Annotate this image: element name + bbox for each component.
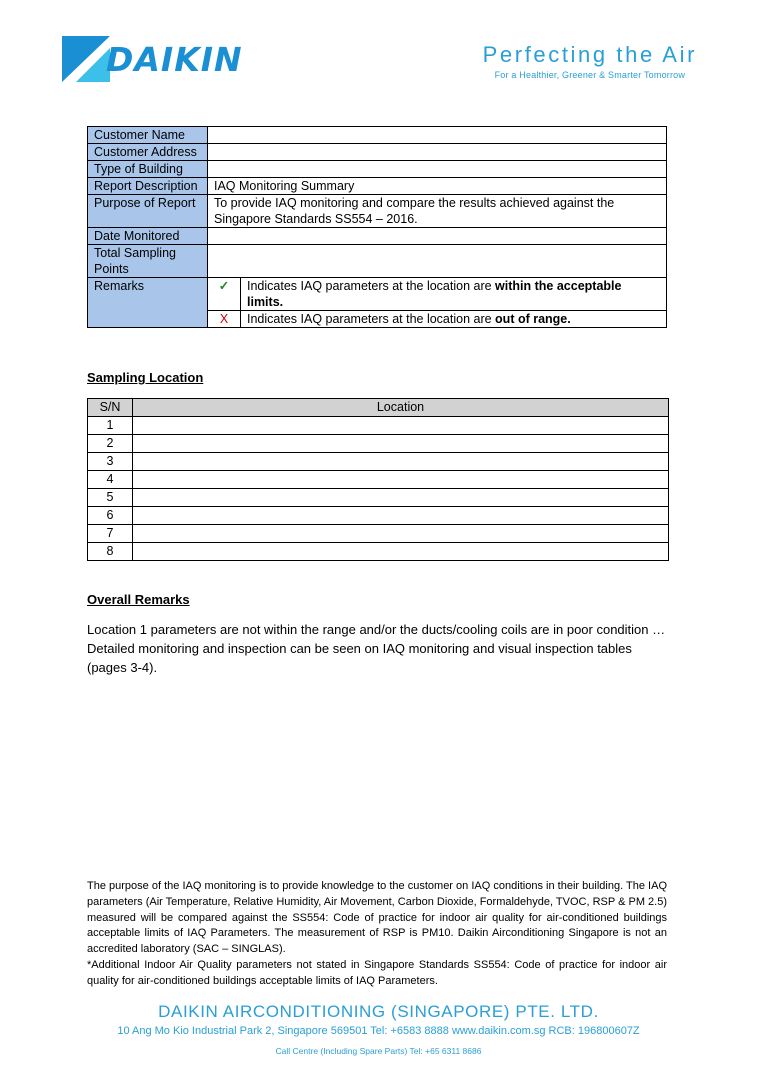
table-row	[88, 417, 669, 435]
footer-company: DAIKIN AIRCONDITIONING (SINGAPORE) PTE. LTD.	[158, 1002, 599, 1021]
table-header-row	[88, 399, 669, 417]
location-cell	[133, 525, 669, 543]
table-row	[88, 453, 669, 471]
table-row	[88, 228, 667, 245]
row-value	[208, 161, 667, 178]
row-label: Type of Building	[88, 161, 208, 178]
col-location-header: Location	[133, 399, 669, 417]
table-row	[88, 525, 669, 543]
check-icon: ✓	[208, 278, 241, 311]
table-row	[88, 195, 667, 228]
tagline-sub: For a Healthier, Greener & Smarter Tomorrow	[494, 70, 686, 80]
table-row	[88, 489, 669, 507]
location-cell	[133, 543, 669, 561]
remark-within-text	[241, 278, 667, 311]
table-row	[88, 161, 667, 178]
cross-icon: X	[208, 311, 241, 328]
row-value	[208, 127, 667, 144]
sn-cell: 7	[88, 525, 133, 543]
sn-cell: 6	[88, 507, 133, 525]
sampling-heading: Sampling Location	[87, 370, 204, 385]
row-label: Total Sampling Points	[88, 245, 208, 278]
table-row	[88, 178, 667, 195]
remark-out-bold: out of range.	[495, 312, 571, 326]
location-cell	[133, 417, 669, 435]
sn-cell: 2	[88, 435, 133, 453]
row-value: To provide IAQ monitoring and compare the results achieved against the Singapore Standards SS554 – 2016.	[208, 195, 667, 228]
row-label: Report Description	[88, 178, 208, 195]
table-row	[88, 435, 669, 453]
row-label: Date Monitored	[88, 228, 208, 245]
purpose-note	[87, 879, 667, 990]
table-row	[88, 278, 667, 311]
row-value	[208, 144, 667, 161]
row-value	[208, 228, 667, 245]
daikin-logo	[62, 36, 282, 84]
sn-cell: 8	[88, 543, 133, 561]
purpose-para-2: *Additional Indoor Air Quality parameters not stated in Singapore Standards SS554: Code of practice for indoor air quality for air-conditioned buildings acceptable limits of IAQ Parameters.	[87, 958, 667, 987]
table-row	[88, 543, 669, 561]
row-value	[208, 245, 667, 278]
row-label: Purpose of Report	[88, 195, 208, 228]
location-cell	[133, 453, 669, 471]
tagline	[483, 42, 697, 80]
overall-remarks-heading: Overall Remarks	[87, 592, 190, 607]
remark-within-bold: within the acceptable limits.	[247, 279, 622, 309]
location-cell	[133, 435, 669, 453]
table-row	[88, 507, 669, 525]
col-sn-header: S/N	[88, 399, 133, 417]
row-value: IAQ Monitoring Summary	[208, 178, 667, 195]
remark-within-pre: Indicates IAQ parameters at the location are	[247, 279, 496, 293]
row-label: Customer Address	[88, 144, 208, 161]
table-row	[88, 144, 667, 161]
location-cell	[133, 471, 669, 489]
overall-remarks-text: Location 1 parameters are not within the range and/or the ducts/cooling coils are in poor condition … Detailed monitoring and inspection can be seen on IAQ monitoring and visual inspection tables (pages 3-4).	[87, 622, 666, 675]
row-label: Customer Name	[88, 127, 208, 144]
table-row	[88, 245, 667, 278]
sampling-location-table	[87, 398, 669, 561]
logo-text: DAIKIN	[106, 40, 243, 79]
remarks-label: Remarks	[88, 278, 208, 328]
remark-out-text	[241, 311, 667, 328]
report-info-table	[87, 126, 667, 328]
sn-cell: 3	[88, 453, 133, 471]
footer-callcentre: Call Centre (Including Spare Parts) Tel: +65 6311 8686	[275, 1046, 482, 1056]
sn-cell: 5	[88, 489, 133, 507]
sn-cell: 1	[88, 417, 133, 435]
daikin-logo-mark-icon	[62, 36, 112, 84]
table-row	[88, 127, 667, 144]
location-cell	[133, 489, 669, 507]
remark-out-pre: Indicates IAQ parameters at the location are	[247, 312, 496, 326]
purpose-para-1: The purpose of the IAQ monitoring is to provide knowledge to the customer on IAQ conditions in their building. The IAQ parameters (Air Temperature, Relative Humidity, Air Movement, Carbon Dioxide, Formaldehyde, TVOC, RSP & PM 2.5) measured will be compared against the SS554: Code of practice for indoor air quality for air-conditioned buildings acceptable limits of IAQ Parameters. The measurement of RSP is PM10. Daikin Airconditioning Singapore is not an accredited laboratory (SAC – SINGLAS).	[87, 880, 667, 956]
table-row	[88, 471, 669, 489]
footer-address: 10 Ang Mo Kio Industrial Park 2, Singapore 569501 Tel: +6583 8888 www.daikin.com.sg RCB: 196800607Z	[117, 1025, 640, 1037]
sn-cell: 4	[88, 471, 133, 489]
location-cell	[133, 507, 669, 525]
tagline-main: Perfecting the Air	[482, 42, 697, 67]
